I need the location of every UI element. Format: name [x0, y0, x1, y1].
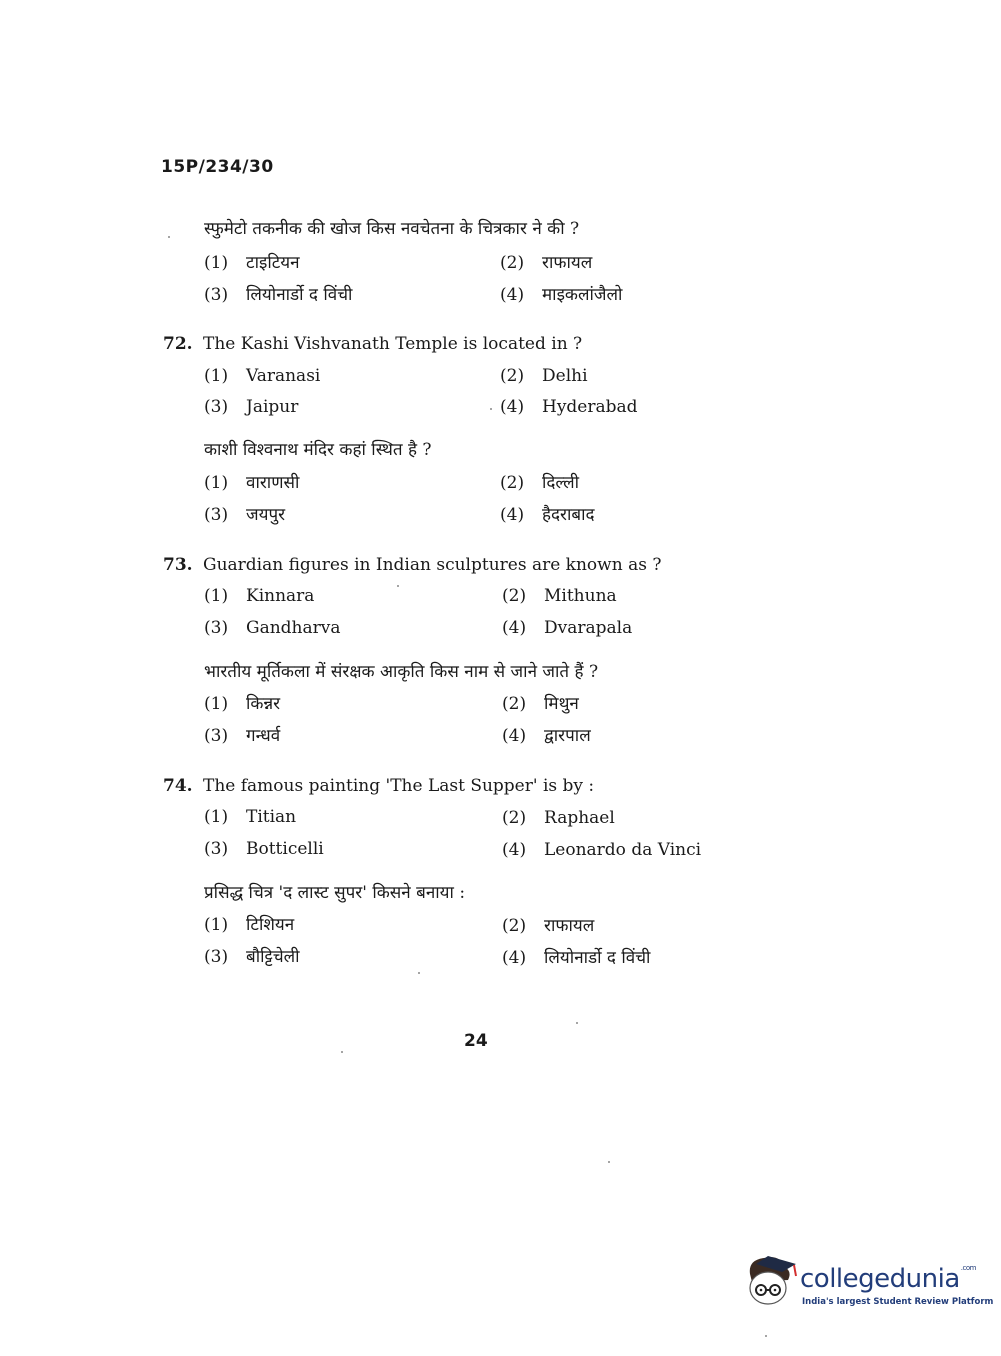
q71-hindi-option-2: (2) राफायल [500, 253, 593, 273]
q72-option-4: (4) Hyderabad [500, 397, 638, 417]
scan-speck [765, 1335, 767, 1337]
q74-hindi-option-4: (4) लियोनार्डो द विंची [502, 948, 651, 968]
scan-speck [608, 1161, 610, 1163]
question-72-hindi: काशी विश्वनाथ मंदिर कहां स्थित है ? [204, 440, 432, 460]
q73-option-3: (3) Gandharva [204, 618, 341, 638]
question-71-hindi: स्फुमेटो तकनीक की खोज किस नवचेतना के चित्रकार ने की ? [204, 219, 580, 239]
q72-hindi-option-1: (1) वाराणसी [204, 473, 300, 493]
q73-hindi-option-1: (1) किन्नर [204, 694, 281, 714]
q72-hindi-option-2: (2) दिल्ली [500, 473, 580, 493]
q73-option-1: (1) Kinnara [204, 586, 315, 606]
q73-option-4: (4) Dvarapala [502, 618, 633, 638]
collegedunia-logo[interactable] [742, 1250, 994, 1310]
q72-hindi-option-4: (4) हैदराबाद [500, 505, 595, 525]
q71-hindi-option-4: (4) माइकलांजैलो [500, 285, 623, 305]
question-74-hindi: प्रसिद्ध चित्र 'द लास्ट सुपर' किसने बनाया : [204, 883, 466, 903]
scan-speck [168, 236, 170, 238]
logo-wordmark: collegedunia$^{.com}$ [800, 1264, 976, 1294]
question-73-hindi: भारतीय मूर्तिकला में संरक्षक आकृति किस नाम से जाने जाते हैं ? [204, 662, 599, 682]
question-72: 72. The Kashi Vishvanath Temple is located in ? [163, 334, 583, 354]
q73-option-2: (2) Mithuna [502, 586, 617, 606]
q74-hindi-option-2: (2) राफायल [502, 916, 595, 936]
scan-speck [418, 972, 420, 974]
scan-speck [397, 585, 399, 587]
q71-hindi-option-1: (1) टाइटियन [204, 253, 300, 273]
page-number: 24 [464, 1031, 488, 1051]
q72-hindi-option-3: (3) जयपुर [204, 505, 286, 525]
q72-option-2: (2) Delhi [500, 366, 588, 386]
q73-hindi-option-4: (4) द्वारपाल [502, 726, 591, 746]
scan-speck [341, 1051, 343, 1053]
q72-option-3: (3) Jaipur [204, 397, 299, 417]
q74-option-3: (3) Botticelli [204, 839, 324, 859]
q74-option-2: (2) Raphael [502, 808, 615, 828]
logo-tagline: India's largest Student Review Platform [802, 1297, 994, 1307]
question-74: 74. The famous painting 'The Last Supper' is by : [163, 776, 595, 796]
scan-speck [490, 408, 492, 410]
q74-option-1: (1) Titian [204, 807, 297, 827]
q74-hindi-option-3: (3) बौट्टिचेली [204, 947, 300, 967]
question-73: 73. Guardian figures in Indian sculptures are known as ? [163, 555, 662, 575]
paper-code: 15P/234/30 [161, 157, 274, 177]
q71-hindi-option-3: (3) लियोनार्डो द विंची [204, 285, 353, 305]
student-mascot-icon [742, 1252, 800, 1310]
q72-option-1: (1) Varanasi [204, 366, 321, 386]
q73-hindi-option-2: (2) मिथुन [502, 694, 579, 714]
q74-hindi-option-1: (1) टिशियन [204, 915, 295, 935]
q74-option-4: (4) Leonardo da Vinci [502, 840, 702, 860]
q73-hindi-option-3: (3) गन्धर्व [204, 726, 281, 746]
scan-speck [576, 1022, 578, 1024]
